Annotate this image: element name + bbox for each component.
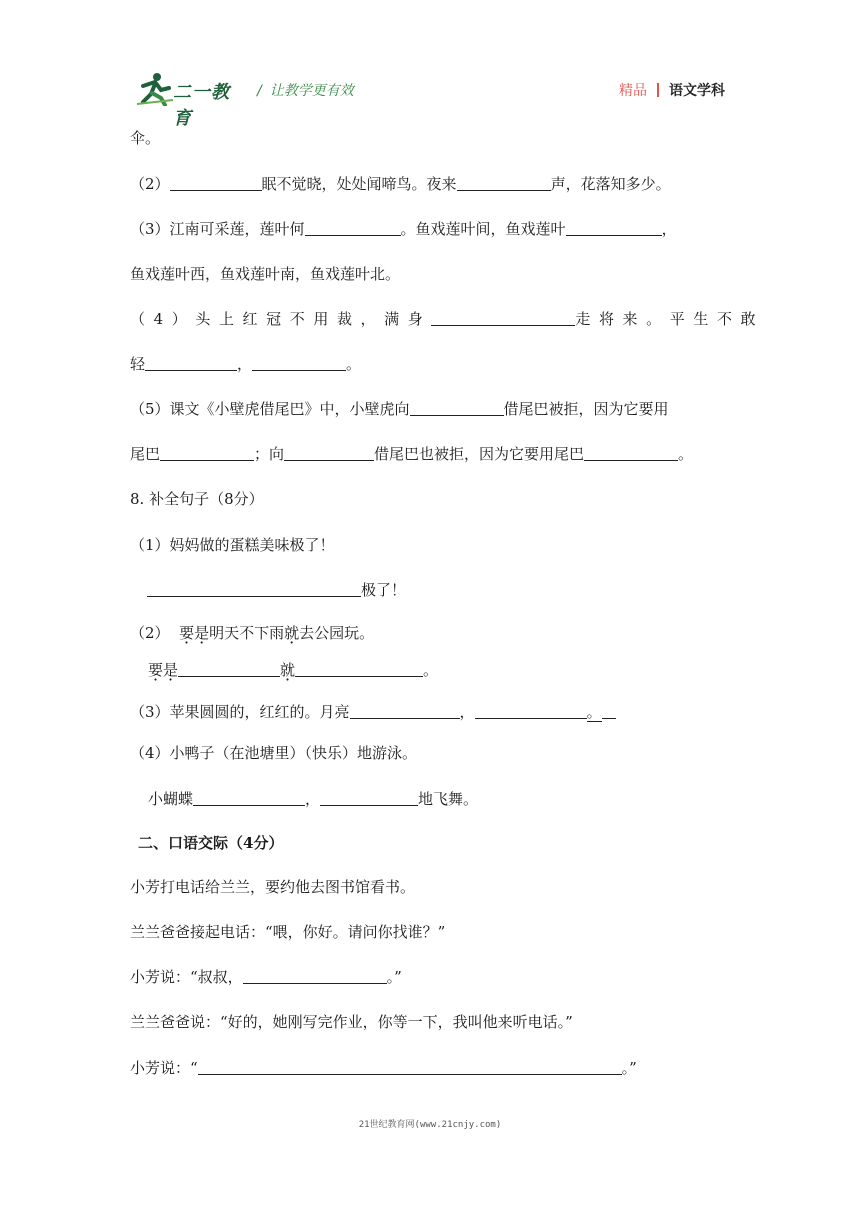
dialogue-line <box>130 1058 637 1078</box>
line-text: 。” <box>621 1059 637 1077</box>
subject-label: 语文学科 <box>669 83 725 99</box>
answer-blank[interactable] <box>170 174 262 191</box>
answer-blank[interactable] <box>193 789 305 806</box>
answer-blank[interactable] <box>475 702 587 719</box>
answer-blank[interactable] <box>320 789 418 806</box>
answer-blank[interactable] <box>243 967 387 984</box>
answer-blank[interactable] <box>284 444 374 461</box>
line-text: ， <box>459 703 475 721</box>
line-text: （2） <box>130 624 170 642</box>
text-line <box>130 922 445 942</box>
answer-blank[interactable] <box>410 399 504 416</box>
line-text: 轻 <box>130 355 146 373</box>
answer-blank[interactable] <box>431 309 575 326</box>
sentence-answer-1 <box>147 580 406 600</box>
page-header <box>135 72 725 129</box>
answer-blank[interactable] <box>584 444 678 461</box>
line-text: 明天不下雨 <box>209 624 285 642</box>
section-heading <box>130 489 264 509</box>
poem-question-3 <box>130 219 677 239</box>
answer-blank[interactable] <box>457 174 551 191</box>
runner-logo-icon <box>135 72 175 106</box>
line-text: 声，花落知多少。 <box>550 175 671 193</box>
line-text: 。 <box>423 661 439 679</box>
line-text: （1）妈妈做的蛋糕美味极了！ <box>130 536 335 554</box>
sentence-answer-2 <box>148 660 438 680</box>
question-5 <box>130 399 669 419</box>
section-heading <box>138 833 283 853</box>
poem-question-2 <box>130 174 671 194</box>
answer-blank[interactable] <box>252 354 346 371</box>
header-divider <box>657 83 659 97</box>
line-text: 兰兰爸爸说：“好的，她刚写完作业，你等一下，我叫他来听电话。” <box>130 1013 573 1031</box>
answer-blank[interactable] <box>602 702 616 719</box>
line-text: 尾巴 <box>130 445 161 463</box>
sentence-question-2 <box>130 623 374 643</box>
line-text: 借尾巴被拒，因为它要用 <box>503 400 669 418</box>
answer-blank[interactable] <box>147 580 361 597</box>
line-text: 二、口语交际（4分） <box>138 834 284 852</box>
line-text: 伞。 <box>130 129 161 147</box>
line-text: ；向 <box>254 445 285 463</box>
logo <box>135 72 245 129</box>
answer-blank[interactable] <box>198 1058 622 1075</box>
slogan <box>257 80 354 100</box>
emphasis-char: 就 <box>280 661 296 679</box>
line-text: 去公园玩。 <box>299 624 375 642</box>
line-text: 地飞舞。 <box>418 790 479 808</box>
emphasis-char: 是 <box>194 624 210 642</box>
line-text: ， <box>661 220 677 238</box>
emphasis-char: 是 <box>163 661 179 679</box>
line-text: 眠不觉晓，处处闻啼鸟。夜来 <box>261 175 457 193</box>
line-text: 极了！ <box>361 581 407 599</box>
text-line <box>130 128 160 148</box>
line-text: （4）头上红冠不用裁，满身 <box>130 310 432 328</box>
line-text: 小芳打电话给兰兰，要约他去图书馆看书。 <box>130 878 416 896</box>
line-text: 。 <box>678 445 694 463</box>
emphasis-char: 就 <box>284 624 300 642</box>
line-text: （3）苹果圆圆的，红红的。月亮 <box>130 703 350 721</box>
sentence-question-3 <box>130 702 616 722</box>
page-footer: 21世纪教育网(www.21cnjy.com) <box>358 1120 502 1130</box>
line-text: 兰兰爸爸接起电话：“喂，你好。请问你找谁？” <box>130 923 446 941</box>
answer-blank[interactable] <box>178 660 280 677</box>
line-text: 走将来。平生不敢 <box>575 310 765 328</box>
line-text: 小蝴蝶 <box>148 790 194 808</box>
line-text: （4）小鸭子（在池塘里）（快乐）地游泳。 <box>130 744 418 762</box>
line-text: 。” <box>386 968 402 986</box>
badge-label: 精品 <box>619 83 647 99</box>
line-text: 小芳说：“ <box>130 1059 198 1077</box>
answer-blank[interactable] <box>350 702 460 719</box>
dialogue-line <box>130 967 402 987</box>
line-text: 8. 补全句子（8分） <box>130 490 264 508</box>
answer-blank[interactable] <box>295 660 423 677</box>
line-text: 。鱼戏莲叶间，鱼戏莲叶 <box>400 220 566 238</box>
line-text: ， <box>305 790 321 808</box>
answer-blank[interactable] <box>305 219 401 236</box>
line-text: 。 <box>346 355 362 373</box>
line-text: （2） <box>130 175 170 193</box>
line-text: （5）课文《小壁虎借尾巴》中，小壁虎向 <box>130 400 410 418</box>
text-line <box>130 743 417 763</box>
answer-blank[interactable] <box>160 444 254 461</box>
emphasis-char: 要 <box>148 661 164 679</box>
text-line <box>130 444 693 464</box>
slogan-slash: / <box>257 83 262 99</box>
line-text: 小芳说：“叔叔， <box>130 968 243 986</box>
line-text: 鱼戏莲叶西，鱼戏莲叶南，鱼戏莲叶北。 <box>130 265 401 283</box>
header-subject <box>619 80 725 100</box>
answer-blank[interactable] <box>566 219 662 236</box>
emphasis-char: 要 <box>179 624 195 642</box>
line-text: 。 <box>586 703 602 721</box>
logo-text: 二一教育 <box>173 82 230 129</box>
sentence-answer-4 <box>148 789 478 809</box>
text-line <box>130 877 415 897</box>
line-text: ， <box>237 355 253 373</box>
text-line <box>130 1012 573 1032</box>
text-line <box>130 264 400 284</box>
answer-blank[interactable] <box>145 354 237 371</box>
slogan-text: 让教学更有效 <box>269 83 354 99</box>
text-line <box>130 535 335 555</box>
poem-question-4 <box>130 309 764 329</box>
text-line <box>130 354 361 374</box>
line-text: 借尾巴也被拒，因为它要用尾巴 <box>374 445 585 463</box>
line-text: （3）江南可采莲，莲叶何 <box>130 220 305 238</box>
